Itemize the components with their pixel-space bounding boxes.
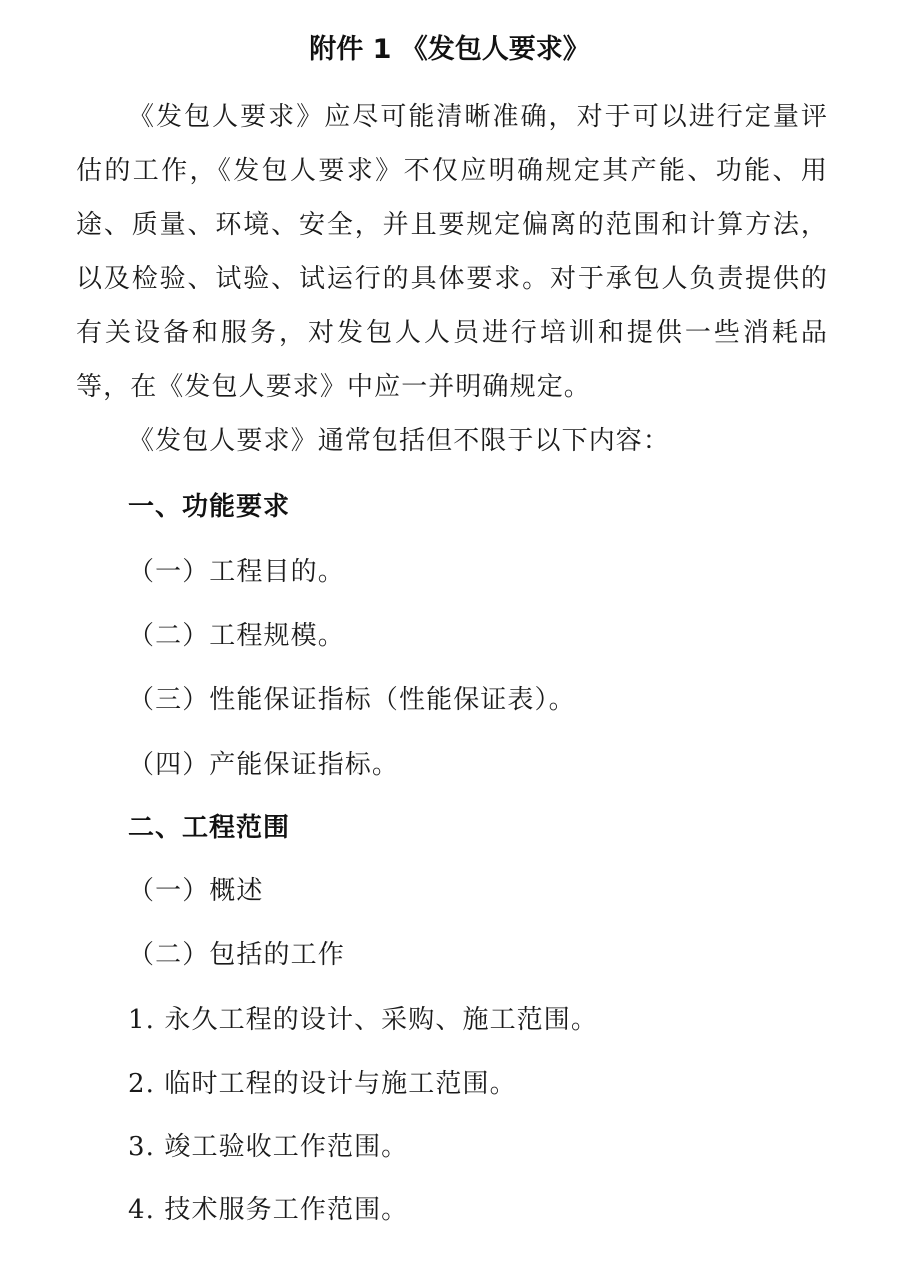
numbered-item-technical-service: 4. 技术服务工作范围。 [128,1195,409,1225]
numbered-item-temporary-works: 2. 临时工程的设计与施工范围。 [128,1069,517,1099]
numbered-item-permanent-works: 1. 永久工程的设计、采购、施工范围。 [128,1005,598,1035]
list-item-performance: （三）性能保证指标（性能保证表）。 [128,685,576,715]
list-item-capacity: （四）产能保证指标。 [128,750,400,780]
section-heading-function: 一、功能要求 [128,492,291,522]
numbered-item-acceptance: 3. 竣工验收工作范围。 [128,1132,409,1162]
lead-sentence: 《发包人要求》通常包括但不限于以下内容： [128,426,671,456]
intro-paragraph: 《发包人要求》应尽可能清晰准确，对于可以进行定量评估的工作，《发包人要求》不仅应明确规定其产能、功能、用途、质量、环境、安全，并且要规定偏离的范围和计算方法，以及检验、试验、试运行的具体要求。对于承包人负责提供的有关设备和服务，对发包人人员进行培训和提供一些消耗品等，在《发包人要求》中应一并明确规定。 [76,102,828,402]
list-item-purpose: （一）工程目的。 [128,557,345,587]
list-item-included-work: （二）包括的工作 [128,940,345,970]
list-item-scale: （二）工程规模。 [128,621,345,651]
section-heading-scope: 二、工程范围 [128,813,291,843]
document-title: 附件 1 《发包人要求》 [309,34,590,65]
list-item-overview: （一）概述 [128,876,264,906]
